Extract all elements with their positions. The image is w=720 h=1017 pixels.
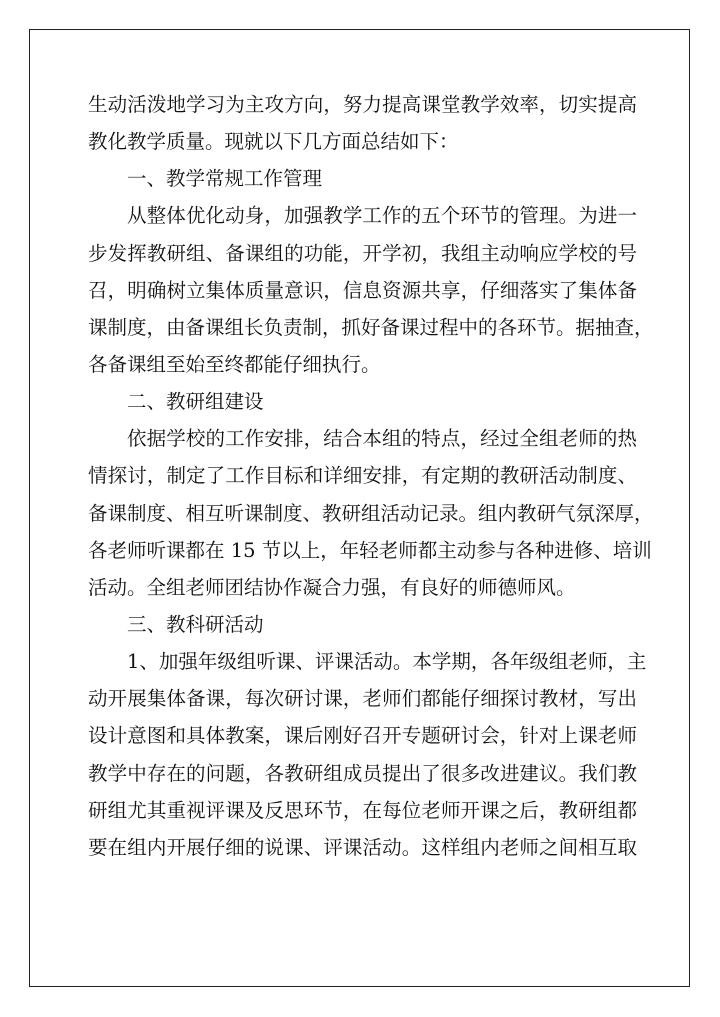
text-line: 依据学校的工作安排，结合本组的特点，经过全组老师的热	[127, 427, 637, 451]
text-line: 教化教学质量。现就以下几方面总结如下：	[88, 130, 459, 154]
document-body	[88, 86, 654, 866]
text-line: 课制度，由备课组长负责制，抓好备课过程中的各环节。据抽查，	[88, 315, 654, 339]
text-line: 召，明确树立集体质量意识，信息资源共享，仔细落实了集体备	[88, 278, 637, 302]
text-line: 研组尤其重视评课及反思环节，在每位老师开课之后，教研组都	[88, 798, 637, 822]
text-line: 活动。全组老师团结协作凝合力强，有良好的师德师风。	[88, 575, 576, 599]
text-line: 备课制度、相互听课制度、教研组活动记录。组内教研气氛深厚，	[88, 501, 654, 525]
text-line: 步发挥教研组、备课组的功能，开学初，我组主动响应学校的号	[88, 241, 637, 265]
text-line: 各老师听课都在 15 节以上，年轻老师都主动参与各种进修、培训	[88, 538, 652, 562]
section-heading: 二、教研组建设	[127, 390, 264, 414]
text-line: 1、加强年级组听课、评课活动。本学期，各年级组老师，主	[127, 650, 647, 674]
section-heading: 三、教科研活动	[127, 612, 264, 636]
text-line: 动开展集体备课，每次研讨课，老师们都能仔细探讨教材，写出	[88, 687, 637, 711]
text-line: 各备课组至始至终都能仔细执行。	[88, 352, 381, 376]
text-line: 从整体优化动身，加强教学工作的五个环节的管理。为进一	[127, 204, 637, 228]
section-heading: 一、教学常规工作管理	[127, 167, 323, 191]
text-line: 教学中存在的问题，各教研组成员提出了很多改进建议。我们教	[88, 761, 637, 785]
text-line: 要在组内开展仔细的说课、评课活动。这样组内老师之间相互取	[88, 835, 637, 859]
text-line: 情探讨，制定了工作目标和详细安排，有定期的教研活动制度、	[88, 464, 637, 488]
text-line: 设计意图和具体教案，课后刚好召开专题研讨会，针对上课老师	[88, 724, 637, 748]
text-line: 生动活泼地学习为主攻方向，努力提高课堂教学效率，切实提高	[88, 93, 637, 116]
